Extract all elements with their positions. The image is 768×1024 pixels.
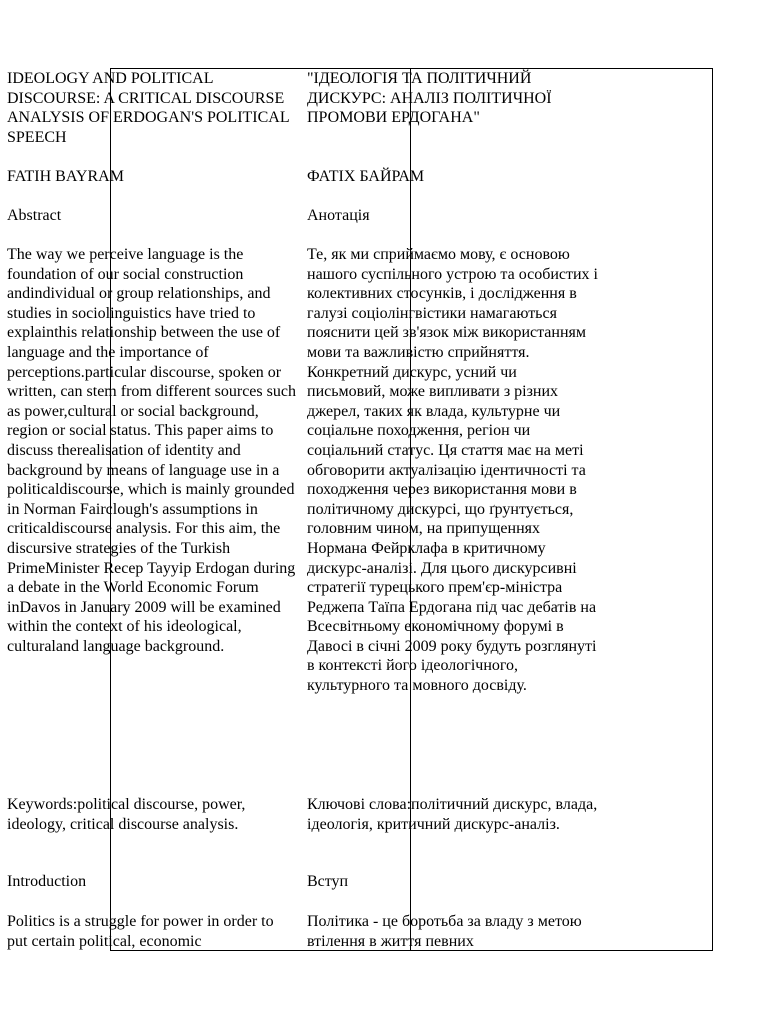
ukrainian-abstract-text: Те, як ми сприймаємо мову, є основою нашого суспільного устрою та особистих і колективних стосунків, і дослідження в галузі соціолінгвістики намагаються пояснити цей зв'язок між використанням мови та важливістю сприйняття. Конкретний дискурс, усний чи письмовий, може випливати з різних джерел, таких як влада, культурне чи соціальне походження, регіон чи соціальний статус. Ця стаття має на меті обговорити актуалізацію ідентичності та походження через використання мови в політичному дискурсі, що ґрунтується, головним чином, на припущеннях Нормана Фейрклафа в критичному дискурс-аналізі. Для цього дискурсивні стратегії турецького прем'єр-міністра Реджепа Таїпа Ердогана під час дебатів на Всесвітньому економічному форумі в Давосі в січні 2009 року будуть розглянуті в контексті його ідеологічного, культурного та мовного досвіду. [307, 246, 598, 695]
english-author: FATIH BAYRAM [7, 168, 124, 185]
english-keywords: Keywords:political discourse, power, ideology, critical discourse analysis. [7, 796, 246, 833]
english-abstract-heading: Abstract [7, 207, 62, 224]
ukrainian-title: "ІДЕОЛОГІЯ ТА ПОЛІТИЧНИЙ ДИСКУРС: АНАЛІЗ ПОЛІТИЧНОЇ ПРОМОВИ ЕРДОГАНА" [307, 70, 552, 127]
english-title: IDEOLOGY AND POLITICAL DISCOURSE: A CRITICAL DISCOURSE ANALYSIS OF ERDOGAN'S POLITICAL SPEECH [7, 70, 290, 146]
ukrainian-abstract-heading: Анотація [307, 207, 370, 224]
ukrainian-intro-heading: Вступ [307, 873, 349, 890]
ukrainian-intro-text: Політика - це боротьба за владу з метою втілення в життя певних [307, 913, 582, 950]
english-intro-text: Politics is a struggle for power in order to put certain political, economic [7, 913, 274, 950]
english-abstract-text: The way we perceive language is the foundation of our social construction andindividual or group relationships, and studies in sociolinguistics have tried to explainthis relationship between the use of language and the importance of perceptions.particular discourse, spoken or written, can stem from different sources such as power,cultural or social background, region or social status. This paper aims to discuss therealisation of identity and background by means of language use in a politicaldiscourse, which is mainly grounded in Norman Fairclough's assumptions in criticaldiscourse analysis. For this aim, the discursive strategies of the Turkish PrimeMinister Recep Tayyip Erdogan during a debate in the World Economic Forum inDavos in January 2009 will be examined within the context of his ideological, culturaland language background. [7, 246, 296, 655]
ukrainian-keywords: Ключові слова:політичний дискурс, влада, ідеологія, критичний дискурс-аналіз. [307, 796, 598, 833]
english-intro-heading: Introduction [7, 873, 87, 890]
ukrainian-author: ФАТІХ БАЙРАМ [307, 168, 425, 185]
